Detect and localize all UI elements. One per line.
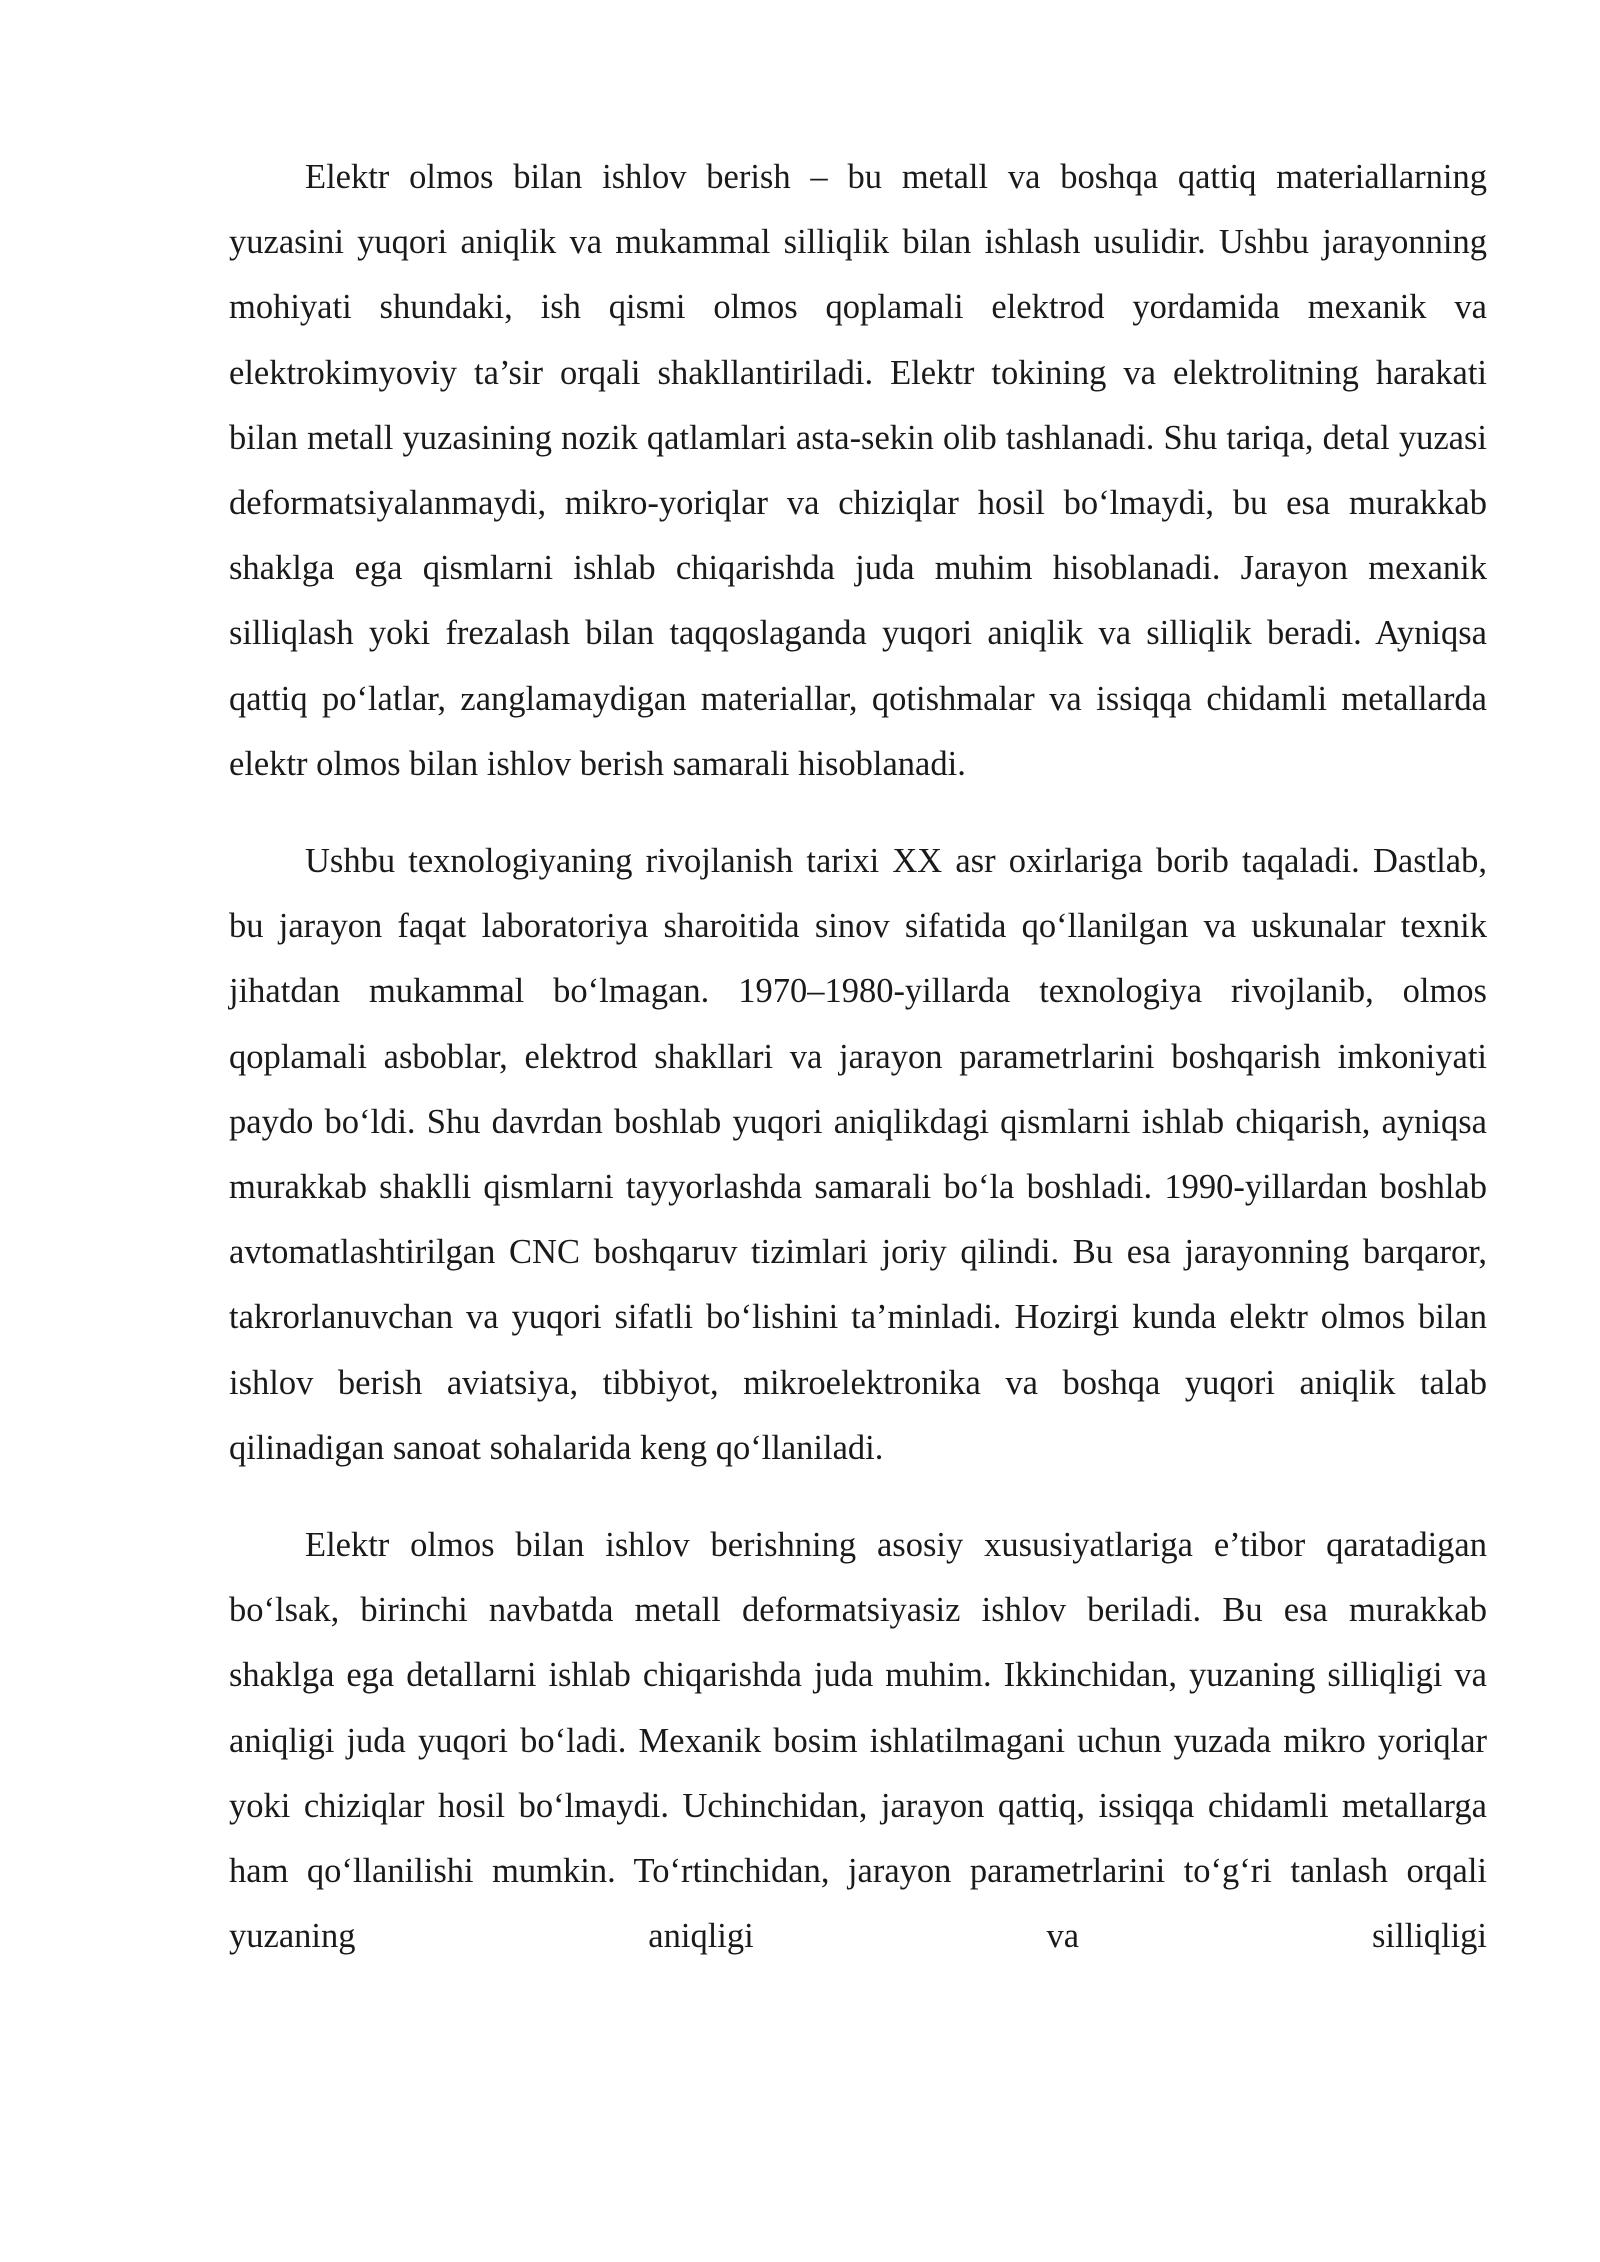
paragraph-2: Ushbu texnologiyaning rivojlanish tarixi XX asr oxirlariga borib taqaladi. Dastlab, bu jarayon faqat laboratoriya sharoitida sinov sifatida qo‘llanilgan va uskunalar texnik jihatdan mukammal bo‘lmagan. 1970–1980-yillarda texnologiya rivojlanib, olmos qoplamali asboblar, elektrod shakllari va jarayon parametrlarini boshqarish imkoniyati paydo bo‘ldi. Shu davrdan boshlab yuqori aniqlikdagi qismlarni ishlab chiqarish, ayniqsa murakkab shaklli qismlarni tayyorlashda samarali bo‘la boshladi. 1990-yillardan boshlab avtomatlashtirilgan CNC boshqaruv tizimlari joriy qilindi. Bu esa jarayonning barqaror, takrorlanuvchan va yuqori sifatli bo‘lishini ta’minladi. Hozirgi kunda elektr olmos bilan ishlov berish aviatsiya, tibbiyot, mikroelektronika va boshqa yuqori aniqlik talab qilinadigan sanoat sohalarida keng qo‘llaniladi. bbox=[229, 842, 1487, 1467]
paragraph-1: Elektr olmos bilan ishlov berish – bu metall va boshqa qattiq materiallarning yuzasini yuqori aniqlik va mukammal silliqlik bilan ishlash usulidir. Ushbu jarayonning mohiyati shundaki, ish qismi olmos qoplamali elektrod yordamida mexanik va elektrokimyoviy ta’sir orqali shakllantiriladi. Elektr tokining va elektrolitning harakati bilan metall yuzasining nozik qatlamlari asta-sekin olib tashlanadi. Shu tariqa, detal yuzasi deformatsiyalanmaydi, mikro-yoriqlar va chiziqlar hosil bo‘lmaydi, bu esa murakkab shaklga ega qismlarni ishlab chiqarishda juda muhim hisoblanadi. Jarayon mexanik silliqlash yoki frezalash bilan taqqoslaganda yuqori aniqlik va silliqlik beradi. Ayniqsa qattiq po‘latlar, zanglamaydigan materiallar, qotishmalar va issiqqa chidamli metallarda elektr olmos bilan ishlov berish samarali hisoblanadi. bbox=[229, 158, 1487, 783]
document-body bbox=[229, 145, 1487, 1969]
paragraph-3: Elektr olmos bilan ishlov berishning asosiy xususiyatlariga e’tibor qaratadigan bo‘lsak, birinchi navbatda metall deformatsiyasiz ishlov beriladi. Bu esa murakkab shaklga ega detallarni ishlab chiqarishda juda muhim. Ikkinchidan, yuzaning silliqligi va aniqligi juda yuqori bo‘ladi. Mexanik bosim ishlatilmagani uchun yuzada mikro yoriqlar yoki chiziqlar hosil bo‘lmaydi. Uchinchidan, jarayon qattiq, issiqqa chidamli metallarga ham qo‘llanilishi mumkin. To‘rtinchidan, jarayon parametrlarini to‘g‘ri tanlash orqali yuzaning aniqligi va silliqligi bbox=[229, 1526, 1487, 1956]
